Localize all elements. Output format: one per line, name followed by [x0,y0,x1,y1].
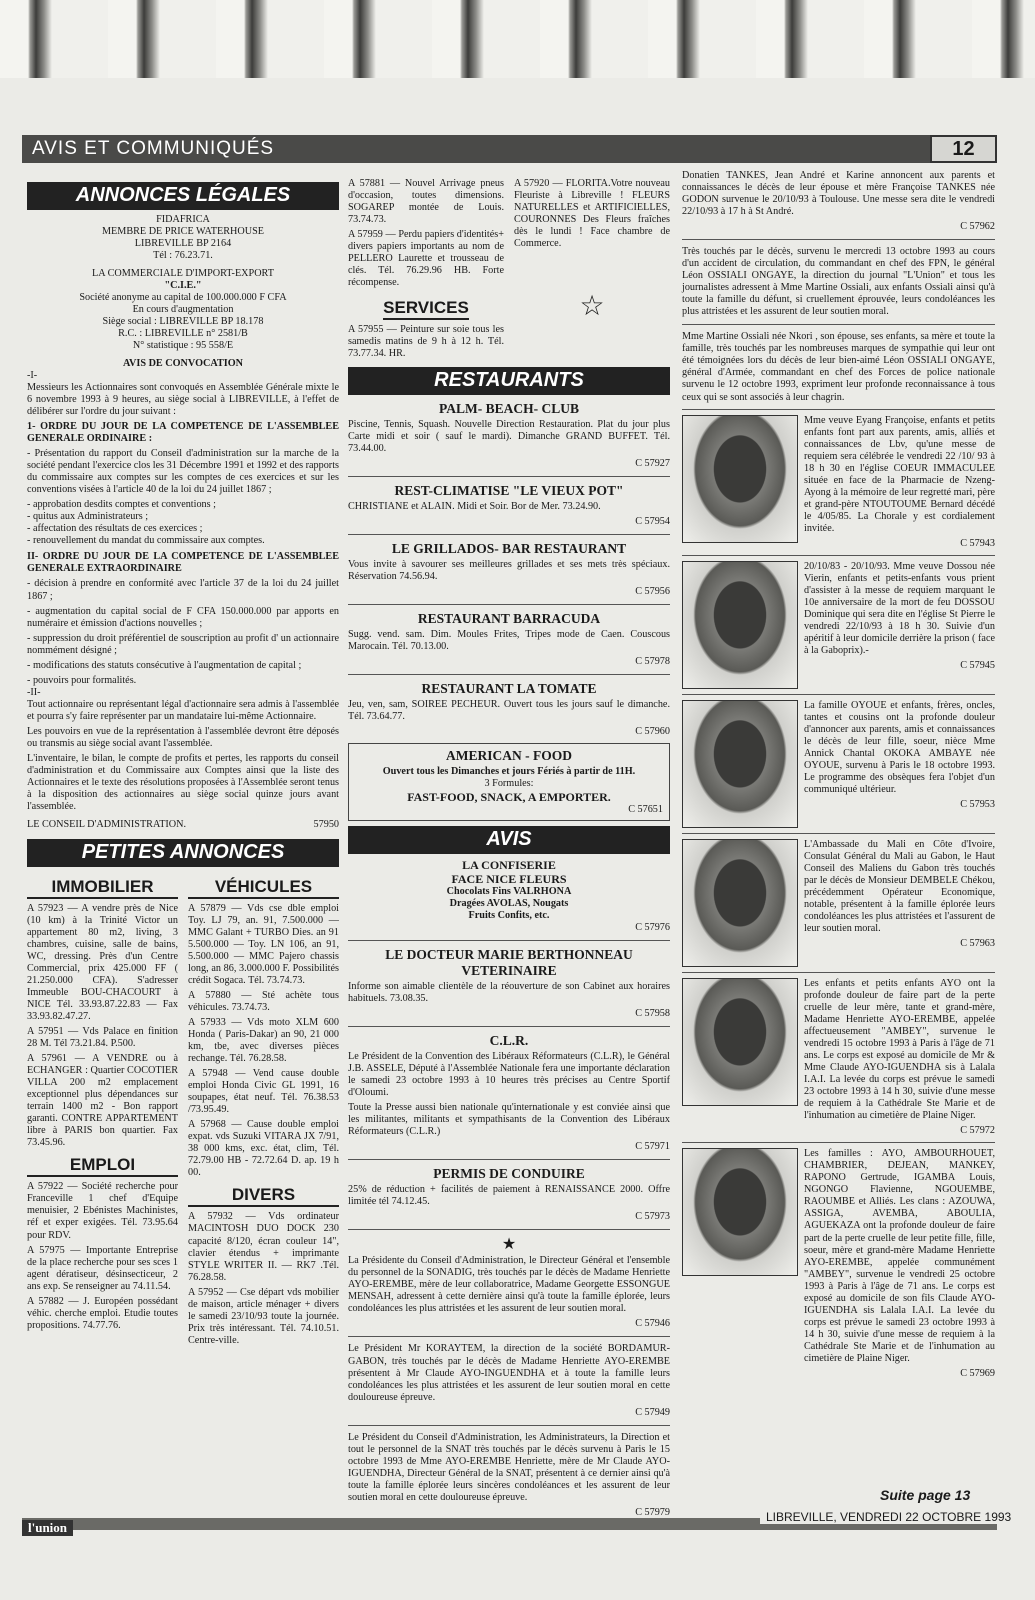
convocation-text: Messieurs les Actionnaires sont convoqués en Assemblée Générale mixte le 6 novembre 1993 à 9 heures, au siège social à LIBREVILLE, à l'effet de délibérer sur l'ordre du jour suivant : [27,382,339,418]
condolence-text: Le Président Mr KORAYTEM, la direction de la société BORDAMUR-GABON, très touchés par le décès de Madame Henriette AYO-EREMBE présentent à Mr Claude AYO-INGUENDHA et à toute la famille leurs condoléances les plus attristées et les assurent de leur soutien moral en cette douloureuse épreuve. [348,1343,670,1403]
restaurant-ad [348,541,670,598]
agenda-item: - renouvellement du mandat du commissaire aux comptes. [27,535,265,547]
clr-text: Le Président de la Convention des Libéraux Réformateurs (C.L.R), le Général J.B. ASSELE, Député à l'Assemblée Nationale fera une importante déclaration le samedi 23 octobre 1993 à 10 heures très précises au Centre Sportif d'Oloumi. [348,1051,670,1099]
ad-ref: C 57946 [635,1318,670,1330]
restaurant-ad [348,681,670,738]
fid-line: MEMBRE DE PRICE WATERHOUSE [102,225,264,237]
signature: LE CONSEIL D'ADMINISTRATION. [27,819,187,831]
heading-divers: DIVERS [188,1185,339,1207]
section-i: -I- [27,369,38,381]
obituary [682,409,995,550]
ad-ref: C 57943 [960,537,995,549]
page-number: 12 [930,135,997,163]
ad-ref: C 57979 [635,1506,670,1518]
classified-ad: A 57952 — Cse départ vds mobilier de maison, article ménager + divers le samedi 23/10/93 toute la journée. Prix très intéressant. Tél. 74.10.51. Centre-ville. [188,1286,339,1346]
agenda-extra-title: II- ORDRE DU JOUR DE LA COMPETENCE DE L'ASSEMBLEE GENERALE EXTRAORDINAIRE [27,551,339,575]
condolence-text: La Présidente du Conseil d'Administration, le Directeur Général et l'ensemble du personnel de la SONADIG, très touchés par le décès de Madame Henriette AYO-EREMBE, mère de leur collaboratrice, Madame Georgette ESSONGUE MENSAH, adressent à cette dernière ainsi qu'à toute la famille éplorée, leurs condoléances les plus attristées et les assurent de leur soutien moral. [348,1255,670,1315]
classified-ad: A 57951 — Vds Palace en finition 28 M. Tél 73.21.84. P.500. [27,1026,178,1050]
restaurant-name: AMERICAN - FOOD [446,748,572,764]
ad-ref: C 57651 [628,804,663,816]
ad-line: Ouvert tous les Dimanches et jours Fériés à partir de 11H. [382,766,636,778]
obituary-text: 20/10/83 - 20/10/93. Mme veuve Dossou née Vierin, enfants et petits-enfants vous prient d'assister à la messe de requiem marquant le 10e anniversaire de la mort de feu DOSSOU Dominique qui sera dite en l'église St Pierre le vendredi 22/10/93 à 18 h 30. Suivie d'un apéritif à leur domicile derrière la prison ( face à la Gaboprix).- [804,560,995,657]
classified-ad: A 57881 — Nouvel Arrivage pneus d'occasion, toutes dimensions. SOGAREP montée de Louis. 73.74.73. [348,178,504,226]
ad-ref: C 57954 [635,516,670,528]
obituary-text: La famille OYOUE et enfants, frères, oncles, tantes et cousins ont la profonde douleur d'annoncer aux parents, amis et connaissances le décès de leur fille, soeur, nièce Mme Annick Chantal OKOKA AMBAYE née OYOUE, survenu à Paris le 18 octobre 1993. Le programme des obsèques fera l'objet d'un communiqué ultérieur. [804,699,995,796]
ad-ref: 57950 [313,819,339,831]
ad-ref: C 57958 [635,1008,670,1020]
banner-annonces-legales: ANNONCES LÉGALES [27,182,339,210]
classified-ad: A 57932 — Vds ordinateur MACINTOSH DUO DOCK 230 capacité 8/120, écran couleur 14", clavier étendus + imprimante STYLE WRITER II. — RK7 .Tél. 76.28.58. [188,1211,339,1283]
ad-line: FAST-FOOD, SNACK, A EMPORTER. [407,790,611,805]
ad-ref: C 57963 [960,938,995,950]
obituary [682,833,995,967]
heading-emploi: EMPLOI [27,1155,178,1177]
footer-date: LIBREVILLE, VENDREDI 22 OCTOBRE 1993 [760,1510,1017,1524]
restaurant-ad [348,483,670,528]
restaurant-name: RESTAURANT LA TOMATE [421,681,597,697]
ad-line: Chocolats Fins VALRHONA [446,886,572,898]
ad-ref: C 57973 [635,1211,670,1223]
ad-ref: C 57971 [635,1141,670,1153]
classified-ad: A 57880 — Sté achète tous véhicules. 73.74.73. [188,989,339,1013]
cie-line: N° statistique : 95 558/E [132,339,234,351]
american-food-ad [348,743,670,821]
fid-line: FIDAFRICA [156,213,210,225]
avis-convocation-title: AVIS DE CONVOCATION [123,357,243,369]
fid-line: LIBREVILLE BP 2164 [134,237,232,249]
section-ii: -II- [27,686,41,698]
classified-ad: A 57961 — A VENDRE ou à ECHANGER : Quartier COCOTIER VILLA 200 m2 emplacement exceptionnel plus dépendances sur terrain 1400 m2 - Bon rapport garanti. CONTRE APPARTEMENT libre à PARIS bon quartier. Fax 73.45.96. [27,1053,178,1149]
agenda-item: - décision à prendre en conformité avec l'article 37 de la loi du 24 juillet 1867 ; [27,578,339,602]
obituary [682,694,995,828]
ad-ref: C 57978 [635,656,670,668]
restaurant-ad [348,611,670,668]
restaurant-text: Vous invite à savourer ses meilleures grillades et ses mets très spéciaux. Réservation 74.56.94. [348,558,670,582]
heading-vehicules: VÉHICULES [188,877,339,899]
ad-ref: C 57953 [960,799,995,811]
classified-ad: A 57933 — Vds moto XLM 600 Honda ( Paris-Dakar) an 90, 21 000 km, tbe, avec diverses pièces rechange. Tél. 76.28.58. [188,1016,339,1065]
cie-block [27,268,339,352]
heading-services: SERVICES [383,298,469,320]
vet-text: Informe son aimable clientèle de la réouverture de son Cabinet aux horaires habituels. 73.08.35. [348,981,670,1005]
cie-line: R.C. : LIBREVILLE n° 2581/B [118,327,248,339]
portrait-photo [682,978,798,1106]
section-header: AVIS ET COMMUNIQUÉS [22,135,997,163]
portrait-photo [682,1148,798,1276]
star-icon: ★ [501,1236,517,1254]
scan-top-band [0,0,1035,80]
agenda-ordinary-title: 1- ORDRE DU JOUR DE LA COMPETENCE DE L'ASSEMBLEE GENERALE ORDINAIRE : [27,421,339,445]
column-services [348,178,670,1519]
continued-link: Suite page 13 [880,1487,971,1503]
condolence-text: Le Président du Conseil d'Administration, les Administrateurs, la Direction et tout le personnel de la SNAT très touchés par le décès survenu à Paris le 15 octobre 1993 de Mme AYO-EREMBE Henriette, mère de Mr Claude AYO- IGUENDHA, Directeur Général de la SNAT, présentent à ce dernier ainsi qu'à toute la famille éplorée leurs sincères condoléances et les assurent de leur soutien moral en cette douloureuse épreuve. [348,1431,670,1503]
ad-line: FACE NICE FLEURS [451,872,567,887]
cie-line: Société anonyme au capital de 100.000.000 F CFA [79,291,287,303]
agenda-item: - modifications des statuts consécutive à l'augmentation de capital ; [27,659,302,671]
agenda-item: - pouvoirs pour formalités. [27,674,137,686]
banner-avis: AVIS [348,826,670,854]
portrait-photo [682,561,798,689]
ad-ref: C 57927 [635,458,670,470]
ad-ref: C 57962 [960,221,995,233]
notice-text: Très touchés par le décès, survenu le mercredi 13 octobre 1993 au cours d'un accident de circulation, du commandant en chef des FPN, le général Léon OSSIALI ONGAYE, la direction du journal "L'Union" et tous les journalistes adressent à Mme Martine Ossiali, aux enfants Ossiali ainsi qu'à toute la famille du défunt, si cruellement éprouvée, leurs condoléances les plus attristées et les assurent de leur soutien moral. [682,246,995,318]
notice-text: Donatien TANKES, Jean André et Karine annoncent aux parents et connaissances le décès de leur épouse et mère Françoise TANKES née GODON survenue le 20/10/93 à Toulouse. Une messe sera dite le vendredi 22/10/93 à 17 h à St André. [682,170,995,218]
obituary-text: L'Ambassade du Mali en Côte d'Ivoire, Consulat Général du Mali au Gabon, le Haut Conseil des Maliens du Gabon très touchés par le décès de Monsieur DEMBELE Chékou, précédemment Opérateur Economique, notable, présentent à la famille éplorée leurs condoléances les plus attristées et l'assurent de leur soutien moral. [804,838,995,935]
restaurant-text: Piscine, Tennis, Squash. Nouvelle Direction Restauration. Plat du jour plus Carte midi et soir ( sauf le mardi). Dimanche GRAND BUFFET. Tél. 73.44.00. [348,418,670,454]
ad-ref: C 57976 [635,922,670,934]
column-legal [27,178,339,1350]
classified-ad: A 57948 — Vend cause double emploi Honda Civic GL 1991, 16 soupapes, état neuf. Tél. 76.38.53 /73.95.49. [188,1068,339,1116]
restaurant-name: REST-CLIMATISE "LE VIEUX POT" [394,483,624,499]
ad-line: LA CONFISERIE [462,857,556,872]
legal-text: Tout actionnaire ou représentant légal d'actionnaire sera admis à l'assemblée et pourra s'y faire représenter par un mandataire lui-même Actionnaire. [27,698,339,722]
banner-petites-annonces: PETITES ANNONCES [27,839,339,867]
restaurant-text: CHRISTIANE et ALAIN. Midi et Soir. Bor de Mer. 73.24.90. [348,500,601,512]
classified-ad: A 57879 — Vds cse dble emploi Toy. LJ 79, an. 91, 7.500.000 — MMC Galant + TURBO Dies. an 91 5.500.000 — Toy. LN 106, an 91, 5.500.000 — MMC Pajero chassis long, an 86, 3.000.000 F. Possibilités crédit Sogaca. Tél. 73.74.73. [188,902,339,986]
fid-line: Tél : 76.23.71. [153,249,213,261]
clr-title: C.L.R. [489,1033,529,1049]
ad-ref: C 57945 [960,660,995,672]
fidafrica-block [27,214,339,262]
ad-ref: C 57960 [635,726,670,738]
restaurant-text: Sugg. vend. sam. Dim. Moules Frites, Tripes mode de Caen. Couscous Marocain. Tél. 70.13.00. [348,628,670,653]
agenda-item: - augmentation du capital social de F CFA 150.000.000 par apports en numéraire et émission d'actions nouvelles ; [27,605,339,629]
legal-text: L'inventaire, le bilan, le compte de profits et pertes, les rapports du conseil d'administration et du Commissaire aux Comptes ainsi que la liste des Actionnaires et le texte des résolutions proposées à l'Assemblée seront tenus à la disposition des actionnaires au siège social quinze jours avant l'assemblée. [27,752,339,812]
restaurant-name: RESTAURANT BARRACUDA [417,611,601,627]
ad-ref: C 57972 [960,1125,995,1137]
portrait-photo [682,415,798,543]
obituary-text: Les familles : AYO, AMBOURHOUET, CHAMBRIER, DEJEAN, MANKEY, RAPONO Gertrude, IGAMBA Louis, NGONGO Flavienne, NGOUEMBE, RAOUMBE et Alliés. Les clans : AZOUWA, ASSIGA, AVEMBA, ABOULIA, AGUEKAZA ont la profonde douleur de faire part de la perte cruelle de leur petite fille, fille, soeur, mère et grand-mère Madame Henriette AYO-EREMBE, appelée communément "AMBEY", survenue le vendredi 25 octobre 1993 à Paris à l'âge de 71 ans. Le corps est exposé au domicile de son fils Claude AYO-IGUENDHA sis Lalala I.A.I. La levée du corps est prévue le samedi 23 octobre 1993 à 14 h 30, suivie d'une messe de requiem à la Cathédrale Ste Marie et de l'inhumation au cimetière de Plaine Niger. [804,1148,995,1364]
agenda-item: - approbation desdits comptes et conventions ; [27,499,216,511]
cie-line: En cours d'augmentation [132,303,234,315]
obituary [682,1142,995,1380]
classified-ad: A 57955 — Peinture sur soie tous les samedis matins de 9 h à 12 h. Tél. 73.77.34. HR. [348,324,504,360]
agenda-item: - suppression du droit préférentiel de souscription au profit d' un actionnaire nommément désigné ; [27,632,339,656]
star-outline-icon: ☆ [579,291,605,323]
obituary [682,972,995,1137]
permis-text: 25% de réduction + facilités de paiement à RENAISSANCE 2000. Offre limitée tél 74.12.45. [348,1184,670,1208]
restaurant-name: PALM- BEACH- CLUB [439,401,579,417]
banner-restaurants: RESTAURANTS [348,367,670,395]
column-obituaries [682,170,995,1385]
ad-line: Fruits Confits, etc. [468,910,550,922]
ad-line: Dragées AVOLAS, Nougats [449,898,569,910]
newspaper-logo: l'union [22,1520,73,1536]
classified-ad: A 57923 — A vendre près de Nice (10 km) à la Trinité Victor un appartement 80 m2, living, 3 chambres, cuisine, salle de bains, WC, dressing. Près d'un Centre Commercial, prix 425.000 FF ( 21.250.000 CFA). S'adresser Immeuble BOU-CHACOURT à NICE Tél. 33.93.87.22.83 — Fax 33.93.82.47.27. [27,902,178,1022]
permis-title: PERMIS DE CONDUIRE [433,1166,585,1182]
agenda-item: - quitus aux Administrateurs ; [27,511,149,523]
notice-text: Mme Martine Ossiali née Nkori , son épouse, ses enfants, sa mère et toute la famille, très touchés par les nombreuses marques de sympathie qui leur ont été témoignées lors du décès de leur bien-aimé Léon OSSIALI ONGAYE, général d'Armée, commandant en chef des Forces de police nationale survenu le 12 octobre 1993, expriment leur profonde reconnaissance à tous ceux qui se sont associés à leur chagrin. [682,331,995,403]
restaurant-text: Jeu, ven, sam, SOIREE PECHEUR. Ouvert tous les jours sauf le dimanche. Tél. 73.64.77. [348,699,670,723]
clr-text: Toute la Presse aussi bien nationale qu'internationale y est conviée ainsi que les militantes, militants et sympathisants de la Convention des Libéraux Réformateurs (C.L.R.) [348,1102,670,1138]
obituary-text: Les enfants et petits enfants AYO ont la profonde douleur de faire part de la perte cruelle de leur mère, tante et grand-mère, Madame Henriette AYO-EREMBE, appelée affectueusement "AMBEY", survenue le vendredi 15 octobre 1993 à Paris à l'âge de 71 ans. Le corps est exposé au domicile de Mr & Mme Claude AYO-IGUENDHA sis à Lalala I.A.I. La levée du corps est prévue le samedi 23 octobre 1993 à 14 h 30, suivie d'une messe de requiem à la Cathédrale Ste Marie et de l'inhumation au cimetière de Plaine Niger. [804,977,995,1122]
classified-ad: A 57882 — J. Européen possédant véhic. cherche emploi. Etudie toutes propositions. 74.77.76. [27,1295,178,1331]
ad-ref: C 57949 [635,1406,670,1418]
vet-title: LE DOCTEUR MARIE BERTHONNEAU VETERINAIRE [385,947,633,979]
cie-line: Siège social : LIBREVILLE BP 18.178 [102,315,264,327]
classified-ad: A 57968 — Cause double emploi expat. vds Suzuki VITARA JX 7/91, 38 000 kms, exc. état, clim, Tél. 72.79.00 HB - 72.72.64 D. ap. 19 h 00. [188,1119,339,1179]
legal-text: Les pouvoirs en vue de la représentation à l'assemblée devront être déposés ou transmis au siège social avant l'assemblée. [27,725,339,749]
cie-line: "C.I.E." [164,279,202,291]
portrait-photo [682,839,798,967]
obituary [682,555,995,689]
heading-immobilier: IMMOBILIER [27,877,178,899]
portrait-photo [682,700,798,828]
agenda-item: - affectation des résultats de ces exercices ; [27,523,203,535]
restaurant-ad [348,401,670,470]
ad-line: 3 Formules: [484,778,534,790]
classified-ad: A 57959 — Perdu papiers d'identités+ divers papiers importants au nom de PELLERO Laurette et trousseau de clés. Tél. 76.29.96 HB. Forte récompense. [348,229,504,289]
classified-ad: A 57922 — Société recherche pour Franceville 1 chef d'Equipe menuisier, 2 Ebénistes Machinistes, réf et exper exigées. Tél. 73.95.64 pour RDV. [27,1181,178,1241]
classified-ad: A 57975 — Importante Entreprise de la place recherche pour ses sces 1 agent dératiseur, désinsecticeur, 2 ans exp. Se renseigner au 74.11.54. [27,1244,178,1292]
ad-ref: C 57956 [635,586,670,598]
agenda-item: - Présentation du rapport du Conseil d'administration sur la marche de la société pendant l'exercice clos les 31 Décembre 1991 et 1992 et des rapports du commissaire aux comptes sur les comptes de ces exercices et sur les conventions visées à l'article 40 de la loi du 24 juillet 1867 ; [27,448,339,496]
classified-ad: A 57920 — FLORITA.Votre nouveau Fleuriste à Libreville ! FLEURS NATURELLES et ARTIFICIELLES, COURONNES Des Fleurs fraîches dès le lundi ! Face chambre de Commerce. [514,178,670,250]
cie-line: LA COMMERCIALE D'IMPORT-EXPORT [92,267,274,279]
restaurant-name: LE GRILLADOS- BAR RESTAURANT [391,541,627,557]
obituary-text: Mme veuve Eyang Françoise, enfants et petits enfants font part aux parents, amis, alliés et connaissances de Lbv, qu'une messe de requiem sera célébrée le vendredi 22 /10/ 93 à 18 h 30 en l'église COEUR IMMACULEE située en face de la Pharmacie de Nzeng- Ayong à la mémoire de leur regretté mari, père et grand-père NTOUTOUME Bernard décédé le 4/05/85. La Chorale y est cordialement invitée. [804,414,995,534]
confiserie-ad [348,858,670,922]
ad-ref: C 57969 [960,1367,995,1379]
